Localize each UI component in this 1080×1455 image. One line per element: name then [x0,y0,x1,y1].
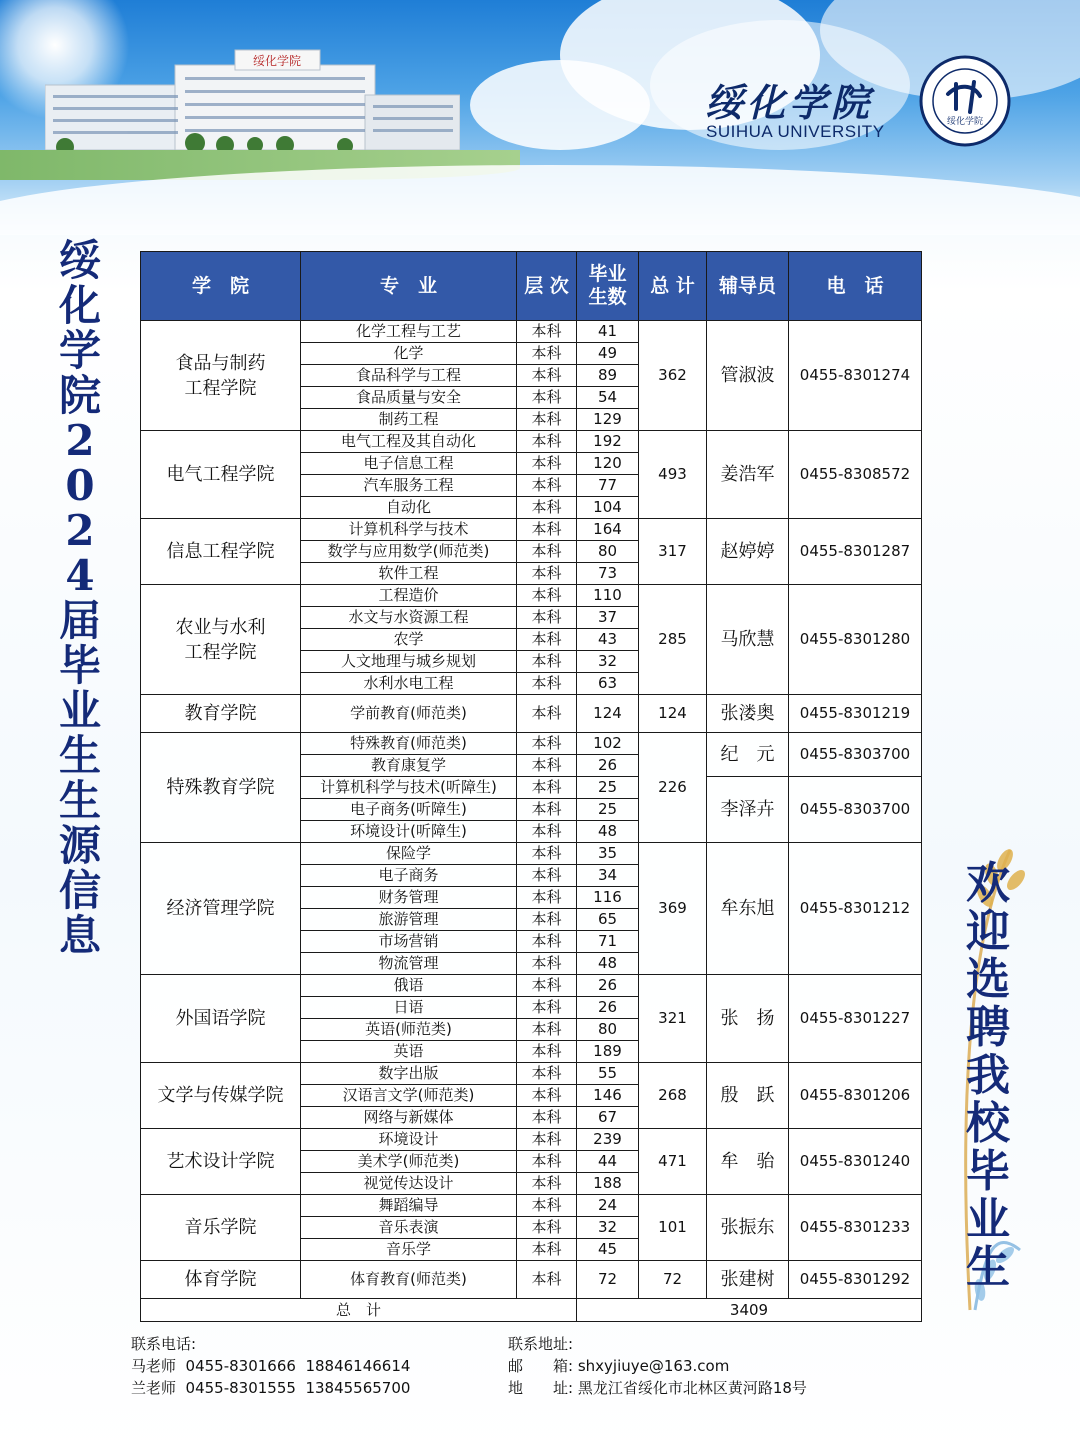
degree-level: 本科 [517,409,577,431]
degree-level: 本科 [517,497,577,519]
table-row [141,1129,922,1151]
college-name-line: 经济管理学院 [166,898,275,919]
graduate-count: 80 [577,541,639,563]
graduate-count: 120 [577,453,639,475]
degree-level: 本科 [517,321,577,343]
college-total: 226 [639,733,707,843]
table-row [141,695,922,733]
graduate-count: 41 [577,321,639,343]
graduate-count: 49 [577,343,639,365]
address-label: 地 址: [508,1379,574,1397]
degree-level: 本科 [517,673,577,695]
degree-level: 本科 [517,563,577,585]
graduate-count: 26 [577,755,639,777]
major-name: 电子商务(听障生) [301,799,517,821]
phone-number: 0455-8308572 [789,431,922,519]
side-welcome-char: 欢 [966,858,1010,909]
contact-phones [131,1333,410,1399]
graduate-count: 26 [577,997,639,1019]
graduate-count: 71 [577,931,639,953]
graduate-count: 116 [577,887,639,909]
phone-number: 0455-8301292 [789,1261,922,1299]
graduate-count: 24 [577,1195,639,1217]
table-row [141,321,922,343]
graduate-count: 34 [577,865,639,887]
major-name: 农学 [301,629,517,651]
degree-level: 本科 [517,453,577,475]
college-total: 72 [639,1261,707,1299]
graduate-count: 189 [577,1041,639,1063]
side-title-char: 生 [58,731,101,780]
degree-level: 本科 [517,1063,577,1085]
graduate-count: 26 [577,975,639,997]
side-title-char: 源 [58,821,101,870]
graduate-count: 239 [577,1129,639,1151]
degree-level: 本科 [517,1151,577,1173]
degree-level: 本科 [517,585,577,607]
header-college: 学 院 [141,252,301,321]
college-name-line: 工程学院 [184,641,257,663]
phone-number: 0455-8301240 [789,1129,922,1195]
campus-building-image [45,45,460,155]
side-welcome-char: 选 [966,954,1010,1005]
college-name [141,1129,301,1195]
counselor-name: 牟 骀 [707,1129,789,1195]
graduate-count: 35 [577,843,639,865]
header-level: 层 次 [517,252,577,321]
college-name-line: 农业与水利 [175,616,266,638]
college-name-line: 文学与传媒学院 [157,1085,284,1106]
university-name-cn: 绥化学院 [705,80,874,125]
counselor-name: 赵婷婷 [707,519,789,585]
graduate-count: 32 [577,1217,639,1239]
graduate-count: 45 [577,1239,639,1261]
side-title-char: 4 [65,551,95,600]
college-total: 101 [639,1195,707,1261]
graduate-count: 77 [577,475,639,497]
table-row [141,1261,922,1299]
phone-number: 0455-8301274 [789,321,922,431]
major-name: 环境设计 [301,1129,517,1151]
graduate-count: 188 [577,1173,639,1195]
counselor-name: 张振东 [707,1195,789,1261]
graduate-count: 102 [577,733,639,755]
counselor-name: 殷 跃 [707,1063,789,1129]
graduate-count: 32 [577,651,639,673]
college-name-line: 食品与制药 [175,352,266,374]
college-total: 493 [639,431,707,519]
side-title-char: 毕 [58,641,101,690]
degree-level: 本科 [517,777,577,799]
major-name: 英语(师范类) [301,1019,517,1041]
college-name [141,1261,301,1299]
graduate-info-table [140,251,922,1322]
degree-level: 本科 [517,431,577,453]
major-name: 电子商务 [301,865,517,887]
major-name: 视觉传达设计 [301,1173,517,1195]
phone-number: 0455-8301219 [789,695,922,733]
major-name: 数学与应用数学(师范类) [301,541,517,563]
degree-level: 本科 [517,343,577,365]
graduate-count: 55 [577,1063,639,1085]
major-name: 电子信息工程 [301,453,517,475]
major-name: 环境设计(听障生) [301,821,517,843]
major-name: 特殊教育(师范类) [301,733,517,755]
phone-number: 0455-8301280 [789,585,922,695]
graduate-count: 164 [577,519,639,541]
table-row [141,431,922,453]
side-welcome-char: 聘 [966,1002,1010,1053]
major-name: 人文地理与城乡规划 [301,651,517,673]
side-title-char: 息 [58,911,101,960]
college-total: 362 [639,321,707,431]
degree-level: 本科 [517,1239,577,1261]
side-title-char: 学 [58,326,101,375]
contact-address-title: 联系地址: [508,1335,574,1353]
degree-level: 本科 [517,821,577,843]
degree-level: 本科 [517,843,577,865]
degree-level: 本科 [517,1173,577,1195]
phone-number: 0455-8301287 [789,519,922,585]
major-name: 化学 [301,343,517,365]
degree-level: 本科 [517,865,577,887]
graduate-count: 73 [577,563,639,585]
side-title-char: 生 [58,776,101,825]
header-graduates: 毕业 生数 [577,252,639,321]
degree-level: 本科 [517,1085,577,1107]
phone-number: 0455-8301212 [789,843,922,975]
side-title-char: 2 [65,506,95,555]
counselor-name: 张溇奥 [707,695,789,733]
counselor-name: 马欣慧 [707,585,789,695]
college-name [141,843,301,975]
counselor-name: 张建树 [707,1261,789,1299]
degree-level: 本科 [517,975,577,997]
college-name-line: 特殊教育学院 [166,777,275,798]
table-row [141,519,922,541]
college-total: 285 [639,585,707,695]
graduate-count: 25 [577,777,639,799]
college-name [141,1063,301,1129]
graduate-count: 104 [577,497,639,519]
major-name: 日语 [301,997,517,1019]
major-name: 食品质量与安全 [301,387,517,409]
phone-number: 0455-8303700 [789,733,922,777]
table-row [141,1195,922,1217]
header-phone: 电 话 [789,252,922,321]
degree-level: 本科 [517,953,577,975]
side-title-char: 绥 [58,236,101,285]
graduate-count: 54 [577,387,639,409]
phone-number: 0455-8301233 [789,1195,922,1261]
degree-level: 本科 [517,997,577,1019]
phone-number: 0455-8303700 [789,777,922,843]
university-name-en: SUIHUA UNIVERSITY [706,122,885,141]
side-title [52,238,108,958]
major-name: 化学工程与工艺 [301,321,517,343]
college-name-line: 工程学院 [184,377,257,399]
major-name: 制药工程 [301,409,517,431]
major-name: 旅游管理 [301,909,517,931]
graduate-count: 67 [577,1107,639,1129]
major-name: 音乐学 [301,1239,517,1261]
college-total: 317 [639,519,707,585]
graduate-count: 65 [577,909,639,931]
major-name: 汉语言文学(师范类) [301,1085,517,1107]
major-name: 保险学 [301,843,517,865]
college-name [141,733,301,843]
address-value: 黑龙江省绥化市北林区黄河路18号 [577,1379,807,1397]
graduate-count: 124 [577,695,639,733]
college-name [141,321,301,431]
college-total: 369 [639,843,707,975]
college-name [141,1195,301,1261]
graduate-count: 80 [577,1019,639,1041]
side-title-char: 业 [58,686,101,735]
major-name: 教育康复学 [301,755,517,777]
college-total: 471 [639,1129,707,1195]
side-welcome-char: 生 [966,1242,1010,1293]
counselor-name: 管淑波 [707,321,789,431]
graduate-count: 48 [577,953,639,975]
side-welcome [958,860,1018,1292]
degree-level: 本科 [517,733,577,755]
degree-level: 本科 [517,607,577,629]
major-name: 工程造价 [301,585,517,607]
graduate-count: 89 [577,365,639,387]
major-name: 水利水电工程 [301,673,517,695]
graduate-count: 44 [577,1151,639,1173]
side-welcome-char: 迎 [966,906,1010,957]
phone-number: 0455-8301206 [789,1063,922,1129]
graduate-count: 63 [577,673,639,695]
graduate-count: 48 [577,821,639,843]
degree-level: 本科 [517,909,577,931]
cloud [470,60,650,150]
major-name: 食品科学与工程 [301,365,517,387]
college-name-line: 音乐学院 [184,1217,257,1238]
college-name-line: 信息工程学院 [166,541,275,562]
table-row [141,585,922,607]
degree-level: 本科 [517,387,577,409]
grand-total-value: 3409 [577,1299,922,1322]
phone-number: 0455-8301227 [789,975,922,1063]
degree-level: 本科 [517,1217,577,1239]
college-name [141,585,301,695]
degree-level: 本科 [517,799,577,821]
major-name: 市场营销 [301,931,517,953]
table-row [141,733,922,755]
college-name-line: 电气工程学院 [166,464,275,485]
contact-address [508,1333,807,1399]
graduate-count: 110 [577,585,639,607]
degree-level: 本科 [517,755,577,777]
counselor-name: 牟东旭 [707,843,789,975]
major-name: 体育教育(师范类) [301,1261,517,1299]
major-name: 自动化 [301,497,517,519]
degree-level: 本科 [517,365,577,387]
degree-level: 本科 [517,541,577,563]
degree-level: 本科 [517,931,577,953]
graduate-count: 129 [577,409,639,431]
graduate-count: 25 [577,799,639,821]
building-sign: 绥化学院 [252,54,302,68]
degree-level: 本科 [517,1019,577,1041]
major-name: 美术学(师范类) [301,1151,517,1173]
degree-level: 本科 [517,475,577,497]
college-name-line: 外国语学院 [175,1008,266,1029]
major-name: 计算机科学与技术 [301,519,517,541]
college-total: 268 [639,1063,707,1129]
side-title-char: 化 [58,281,101,330]
degree-level: 本科 [517,695,577,733]
side-title-char: 信 [58,866,101,915]
degree-level: 本科 [517,1107,577,1129]
major-name: 财务管理 [301,887,517,909]
degree-level: 本科 [517,651,577,673]
table-row [141,975,922,997]
university-seal-icon [918,54,1012,148]
major-name: 物流管理 [301,953,517,975]
degree-level: 本科 [517,629,577,651]
degree-level: 本科 [517,519,577,541]
grand-total-row [141,1299,922,1322]
grand-total-label: 总 计 [141,1299,577,1322]
counselor-name: 姜浩军 [707,431,789,519]
degree-level: 本科 [517,1129,577,1151]
contact-phone-title: 联系电话: [131,1335,197,1353]
counselor-name: 张 扬 [707,975,789,1063]
graduate-count: 72 [577,1261,639,1299]
contact-teacher-ma: 马老师 0455-8301666 18846146614 [131,1357,411,1375]
college-total: 124 [639,695,707,733]
degree-level: 本科 [517,1261,577,1299]
side-title-char: 院 [58,371,101,420]
college-name [141,975,301,1063]
major-name: 电气工程及其自动化 [301,431,517,453]
side-title-char: 2 [65,416,95,465]
seal-text: 绥化学院 [946,117,984,127]
major-name: 俄语 [301,975,517,997]
college-name [141,431,301,519]
contact-teacher-lan: 兰老师 0455-8301555 13845565700 [131,1379,411,1397]
college-name [141,695,301,733]
side-welcome-char: 毕 [966,1146,1010,1197]
email-label: 邮 箱: [508,1357,574,1375]
degree-level: 本科 [517,887,577,909]
graduate-count: 192 [577,431,639,453]
college-total: 321 [639,975,707,1063]
side-welcome-char: 我 [966,1050,1010,1101]
table-row [141,1063,922,1085]
header-counselor: 辅导员 [707,252,789,321]
college-name [141,519,301,585]
major-name: 汽车服务工程 [301,475,517,497]
major-name: 计算机科学与技术(听障生) [301,777,517,799]
header-major: 专 业 [301,252,517,321]
table-header-row [141,252,922,321]
major-name: 水文与水资源工程 [301,607,517,629]
email-value[interactable]: shxyjiuye@163.com [577,1357,730,1375]
graduate-count: 146 [577,1085,639,1107]
major-name: 网络与新媒体 [301,1107,517,1129]
side-title-char: 届 [58,596,101,645]
major-name: 舞蹈编导 [301,1195,517,1217]
counselor-name: 李泽卉 [707,777,789,843]
graduate-count: 43 [577,629,639,651]
graduate-count: 37 [577,607,639,629]
counselor-name: 纪 元 [707,733,789,777]
side-title-char: 0 [65,461,95,510]
college-name-line: 教育学院 [184,703,257,724]
college-name-line: 艺术设计学院 [166,1151,275,1172]
side-welcome-char: 校 [966,1098,1010,1149]
degree-level: 本科 [517,1041,577,1063]
major-name: 学前教育(师范类) [301,695,517,733]
college-name-line: 体育学院 [184,1269,257,1290]
side-welcome-char: 业 [966,1194,1010,1245]
degree-level: 本科 [517,1195,577,1217]
major-name: 软件工程 [301,563,517,585]
table-row [141,843,922,865]
header-total: 总 计 [639,252,707,321]
major-name: 英语 [301,1041,517,1063]
major-name: 音乐表演 [301,1217,517,1239]
major-name: 数字出版 [301,1063,517,1085]
